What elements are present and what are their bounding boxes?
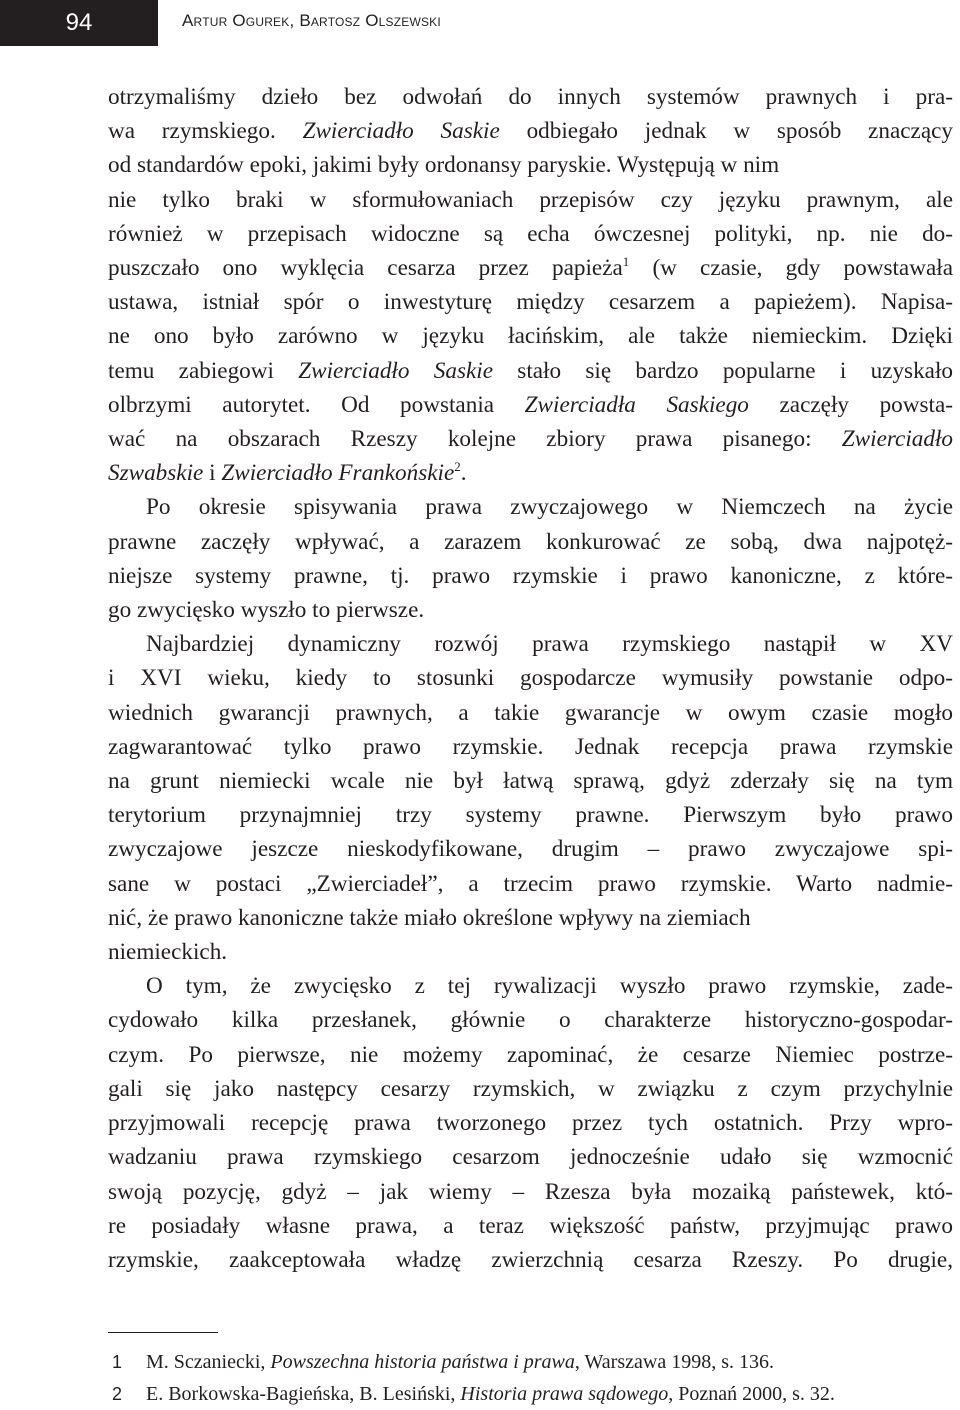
text-run: temu zabiegowi xyxy=(108,357,299,384)
italic-title: Zwierciadła Saskiego xyxy=(524,391,749,418)
text-run: wać na obszarach Rzeszy kolejne zbiory prawa pisanego: xyxy=(108,426,842,453)
text-run: wadzaniu prawa rzymskiego cesarzom jednocześnie udało się wzmocnić xyxy=(108,1144,953,1171)
text-line xyxy=(108,285,953,319)
text-line xyxy=(108,422,953,456)
text-run: zwyczajowe jeszcze nieskodyfikowane, drugim – prawo zwyczajowe spi- xyxy=(108,836,953,863)
text-run: re posiadały własne prawa, a teraz większość państw, przyjmując prawo xyxy=(108,1212,953,1239)
italic-title: Szwabskie xyxy=(108,460,204,487)
text-run: M. Sczaniecki, xyxy=(146,1351,271,1373)
text-run: rzymskie, zaakceptowała władzę zwierzchnią cesarza Rzeszy. Po drugie, xyxy=(108,1246,953,1273)
text-run: wa rzymskiego. xyxy=(108,118,303,145)
text-line xyxy=(108,1209,953,1243)
footnote-text xyxy=(146,1351,774,1373)
footnote-number: 2 xyxy=(112,1384,123,1404)
paragraph xyxy=(108,80,953,490)
text-line xyxy=(108,730,953,764)
text-line xyxy=(108,935,953,969)
paragraph xyxy=(108,627,953,969)
text-run: i XVI wieku, kiedy to stosunki gospodarcze wymusiły powstanie odpo- xyxy=(108,665,953,692)
text-line xyxy=(108,148,953,182)
text-line xyxy=(108,1072,953,1106)
text-run: zagwarantować tylko prawo rzymskie. Jednak recepcja prawa rzymskie xyxy=(108,733,953,760)
text-run: zaczęły powsta- xyxy=(748,391,953,418)
text-line xyxy=(108,661,953,695)
text-line xyxy=(108,969,953,1003)
text-run: go zwycięsko wyszło to pierwsze. xyxy=(108,597,425,624)
footnote-text xyxy=(146,1383,835,1405)
text-line xyxy=(108,1175,953,1209)
text-run: od standardów epoki, jakimi były ordonansy paryskie. Występują w nim xyxy=(108,152,780,179)
text-run: terytorium przynajmniej trzy systemy prawne. Pierwszym było prawo xyxy=(108,802,953,829)
text-run: (w czasie, gdy powstawała xyxy=(629,255,953,282)
text-line xyxy=(108,1106,953,1140)
text-run: olbrzymi autorytet. Od powstania xyxy=(108,391,525,418)
text-run: na grunt niemiecki wcale nie był łatwą sprawą, gdyż zderzały się na tym xyxy=(108,768,953,795)
italic-title: Zwierciadło Saskie xyxy=(302,118,500,145)
text-line xyxy=(108,525,953,559)
text-run: ne ono było zarówno w języku łacińskim, ale także niemieckim. Dzięki xyxy=(108,323,953,350)
paragraph xyxy=(108,490,953,627)
running-header-authors: Artur Ogurek, Bartosz Olszewski xyxy=(182,11,441,30)
text-run: również w przepisach widoczne są echa ówczesnej polityki, np. nie do- xyxy=(108,220,953,247)
body-text xyxy=(108,80,953,1277)
text-line xyxy=(108,319,953,353)
text-run: O tym, że zwycięsko z tej rywalizacji wyszło prawo rzymskie, zade- xyxy=(146,973,953,1000)
text-line xyxy=(108,593,953,627)
text-run: odbiegało jednak w sposób znaczący xyxy=(499,118,953,145)
text-line xyxy=(108,867,953,901)
text-line xyxy=(108,901,953,935)
italic-title: Zwierciadło Frankońskie xyxy=(221,460,455,487)
text-line xyxy=(108,114,953,148)
text-line xyxy=(108,183,953,217)
text-run: E. Borkowska-Bagieńska, B. Lesiński, xyxy=(146,1383,461,1405)
text-line xyxy=(108,1038,953,1072)
text-run: wiednich gwarancji prawnych, a takie gwarancje w owym czasie mogło xyxy=(108,699,953,726)
text-line xyxy=(108,798,953,832)
text-run: puszczało ono wyklęcia cesarza przez papieża xyxy=(108,255,623,282)
text-run: czym. Po pierwsze, nie możemy zapominać, że cesarze Niemiec postrze- xyxy=(108,1041,953,1068)
text-run: niemieckich. xyxy=(108,939,228,966)
text-line xyxy=(108,354,953,388)
text-line xyxy=(108,1243,953,1277)
text-run: gali się jako następcy cesarzy rzymskich, w związku z czym przychylnie xyxy=(108,1075,953,1102)
text-run: otrzymaliśmy dzieło bez odwołań do innych systemów prawnych i pra- xyxy=(108,84,953,110)
text-run: niejsze systemy prawne, tj. prawo rzymskie i prawo kanoniczne, z które- xyxy=(108,562,953,589)
text-line xyxy=(108,832,953,866)
text-run: przyjmowali recepcję prawa tworzonego przez tych ostatnich. Przy wpro- xyxy=(108,1110,953,1137)
page-number: 94 xyxy=(0,0,158,46)
text-run: prawne zaczęły wpływać, a zarazem konkurować ze sobą, dwa najpotęż- xyxy=(108,528,953,555)
text-run: sane w postaci „Zwierciadeł”, a trzecim prawo rzymskie. Warto nadmie- xyxy=(108,870,953,897)
text-line xyxy=(108,764,953,798)
text-run: nić, że prawo kanoniczne także miało określone wpływy na ziemiach xyxy=(108,904,751,931)
text-run: swoją pozycję, gdyż – jak wiemy – Rzesza była mozaiką państewek, któ- xyxy=(108,1178,953,1205)
text-run: stało się bardzo popularne i uzyskało xyxy=(493,357,953,384)
text-run: ustawa, istniał spór o inwestyturę między cesarzem a papieżem). Napisa- xyxy=(108,289,953,316)
footnote-number: 1 xyxy=(112,1352,123,1372)
text-line xyxy=(108,490,953,524)
text-run: i xyxy=(203,460,222,487)
text-line xyxy=(108,80,953,114)
italic-title: Historia prawa sądowego xyxy=(460,1383,669,1405)
footnote xyxy=(108,1378,953,1410)
text-run: . xyxy=(460,460,467,487)
text-run: cydowało kilka przesłanek, głównie o charakterze historyczno-gospodar- xyxy=(108,1007,953,1034)
italic-title: Powszechna historia państwa i prawa xyxy=(270,1351,575,1373)
text-line xyxy=(108,1140,953,1174)
text-run: Po okresie spisywania prawa zwyczajowego w Niemczech na życie xyxy=(146,494,953,521)
text-line xyxy=(108,696,953,730)
italic-title: Zwierciadło Saskie xyxy=(298,357,493,384)
footnote-divider xyxy=(108,1332,218,1333)
text-run: , Warszawa 1998, s. 136. xyxy=(574,1351,774,1373)
text-run: Najbardziej dynamiczny rozwój prawa rzymskiego nastąpił w XV xyxy=(146,631,953,658)
footnote-reference: 2 xyxy=(454,459,461,475)
text-line xyxy=(108,559,953,593)
text-line xyxy=(108,251,953,285)
text-line xyxy=(108,1003,953,1037)
italic-title: Zwierciadło xyxy=(841,426,953,453)
footnote xyxy=(108,1346,953,1378)
footnote-reference: 1 xyxy=(622,254,630,270)
paragraph xyxy=(108,969,953,1277)
text-line xyxy=(108,388,953,422)
footnotes xyxy=(108,1346,953,1410)
text-line xyxy=(108,627,953,661)
text-run: , Poznań 2000, s. 32. xyxy=(668,1383,835,1405)
page-header xyxy=(0,0,960,46)
text-run: nie tylko braki w sformułowaniach przepisów czy języku prawnym, ale xyxy=(108,186,953,213)
text-line xyxy=(108,456,953,490)
text-line xyxy=(108,217,953,251)
